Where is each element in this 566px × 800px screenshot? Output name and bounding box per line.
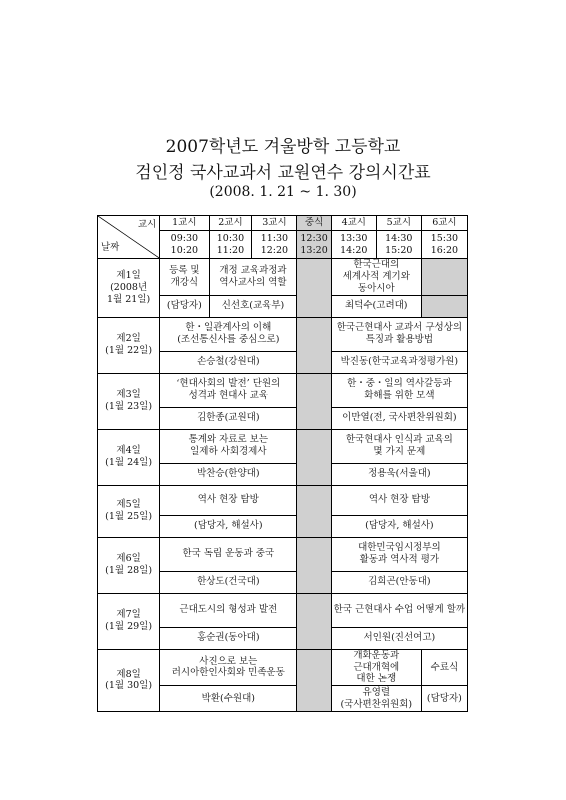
day-row-topic bbox=[98, 649, 468, 686]
instructor: 김희곤(안동대) bbox=[331, 571, 467, 593]
lecture-topic: 한국 독립 운동과 중국 bbox=[160, 537, 297, 571]
instructor: 박찬승(한양대) bbox=[160, 463, 297, 485]
closing-ceremony: 수료식 bbox=[421, 649, 467, 686]
instructor: 정용욱(서울대) bbox=[331, 463, 467, 485]
instructor: 김한종(교원대) bbox=[160, 407, 297, 429]
period-time: 15:30 16:20 bbox=[421, 231, 467, 259]
period-header: 4교시 bbox=[331, 216, 376, 231]
instructor: (담당자, 해설사) bbox=[331, 515, 467, 537]
instructor: 홍순권(동아대) bbox=[160, 627, 297, 649]
instructor: 신선호(교육부) bbox=[209, 295, 297, 317]
lecture-topic: ‘현대사회의 발전’ 단원의 성격과 현대사 교육 bbox=[160, 373, 297, 407]
period-header: 5교시 bbox=[376, 216, 421, 231]
day-label: 제8일 (1월 30일) bbox=[98, 649, 160, 712]
day-row-topic bbox=[98, 593, 468, 627]
lunch-cell bbox=[297, 649, 331, 712]
day-row-topic bbox=[98, 317, 468, 351]
day-label: 제4일 (1월 24일) bbox=[98, 429, 160, 485]
instructor: 박환(수원대) bbox=[160, 686, 297, 712]
lecture-topic: 개화운동과 근대개혁에 대한 논쟁 bbox=[331, 649, 421, 686]
day-label: 제5일 (1월 25일) bbox=[98, 485, 160, 537]
lecture-topic: 대한민국임시정부의 활동과 역사적 평가 bbox=[331, 537, 467, 571]
day-row-topic bbox=[98, 259, 468, 296]
day-label: 제6일 (1월 28일) bbox=[98, 537, 160, 593]
lunch-cell bbox=[297, 593, 331, 649]
instructor: 최덕수(고려대) bbox=[331, 295, 421, 317]
lecture-topic: 근대도시의 형성과 발전 bbox=[160, 593, 297, 627]
title-date-range: (2008. 1. 21 ~ 1. 30) bbox=[209, 184, 357, 200]
title-line-2: 검인정 국사교과서 교원연수 강의시간표 bbox=[135, 163, 431, 183]
day-label: 제7일 (1월 29일) bbox=[98, 593, 160, 649]
header-corner-top: 교시 bbox=[137, 219, 157, 230]
period-time: 13:30 14:20 bbox=[331, 231, 376, 259]
period-header-lunch: 중식 bbox=[297, 216, 331, 231]
lecture-topic: 한・중・일의 역사갈등과 화해를 위한 모색 bbox=[331, 373, 467, 407]
empty-cell bbox=[421, 295, 467, 317]
period-header: 2교시 bbox=[209, 216, 252, 231]
day-label: 제2일 (1월 22일) bbox=[98, 317, 160, 373]
day-label: 제1일 (2008년 1월 21일) bbox=[98, 259, 160, 318]
day-label: 제3일 (1월 23일) bbox=[98, 373, 160, 429]
lecture-topic: 한국근대의 세계사적 계기와 동아시아 bbox=[331, 259, 421, 296]
period-time: 14:30 15:20 bbox=[376, 231, 421, 259]
day-row-topic bbox=[98, 485, 468, 515]
day-row-topic bbox=[98, 373, 468, 407]
header-corner-cell bbox=[98, 216, 160, 259]
schedule-table bbox=[97, 215, 468, 712]
lecture-topic: 등록 및 개강식 bbox=[160, 259, 209, 296]
header-corner-bottom: 날짜 bbox=[101, 242, 120, 254]
lecture-topic: 한・일관계사의 이해 (조선통신사를 중심으로) bbox=[160, 317, 297, 351]
lecture-topic: 통계와 자료로 보는 일제하 사회경제사 bbox=[160, 429, 297, 463]
period-header: 3교시 bbox=[252, 216, 297, 231]
instructor: (담당자, 해설사) bbox=[160, 515, 297, 537]
lunch-cell bbox=[297, 537, 331, 593]
instructor: (담당자) bbox=[160, 295, 209, 317]
day-row-topic bbox=[98, 537, 468, 571]
lunch-cell bbox=[297, 317, 331, 373]
period-time: 10:30 11:20 bbox=[209, 231, 252, 259]
period-header: 6교시 bbox=[421, 216, 467, 231]
lecture-topic: 한국 근현대사 수업 어떻게 할까 bbox=[331, 593, 467, 627]
period-time: 11:30 12:20 bbox=[252, 231, 297, 259]
lecture-topic: 역사 현장 탐방 bbox=[160, 485, 297, 515]
lecture-topic: 역사 현장 탐방 bbox=[331, 485, 467, 515]
title-line-1: 2007학년도 겨울방학 고등학교 bbox=[165, 137, 401, 157]
instructor: 서인원(진선여고) bbox=[331, 627, 467, 649]
period-time-lunch: 12:30 13:20 bbox=[297, 231, 331, 259]
lecture-topic: 개정 교육과정과 역사교사의 역할 bbox=[209, 259, 297, 296]
period-header: 1교시 bbox=[160, 216, 209, 231]
instructor: 박진동(한국교육과정평가원) bbox=[331, 351, 467, 373]
lunch-cell bbox=[297, 373, 331, 429]
header-row-periods bbox=[98, 216, 468, 231]
lecture-topic: 사진으로 보는 러시아한인사회와 민족운동 bbox=[160, 649, 297, 686]
lecture-topic: 한국근현대사 교과서 구성상의 특징과 활용방법 bbox=[331, 317, 467, 351]
lunch-cell bbox=[297, 485, 331, 537]
instructor: 손승철(강원대) bbox=[160, 351, 297, 373]
empty-cell bbox=[421, 259, 467, 296]
instructor: 이만열(전, 국사편찬위원회) bbox=[331, 407, 467, 429]
instructor: 유영렬 (국사편찬위원회) bbox=[331, 686, 421, 712]
instructor: 한상도(건국대) bbox=[160, 571, 297, 593]
lunch-cell bbox=[297, 429, 331, 485]
lecture-topic: 한국현대사 인식과 교육의 몇 가지 문제 bbox=[331, 429, 467, 463]
day-row-topic bbox=[98, 429, 468, 463]
period-time: 09:30 10:20 bbox=[160, 231, 209, 259]
lunch-cell bbox=[297, 259, 331, 318]
instructor: (담당자) bbox=[421, 686, 467, 712]
